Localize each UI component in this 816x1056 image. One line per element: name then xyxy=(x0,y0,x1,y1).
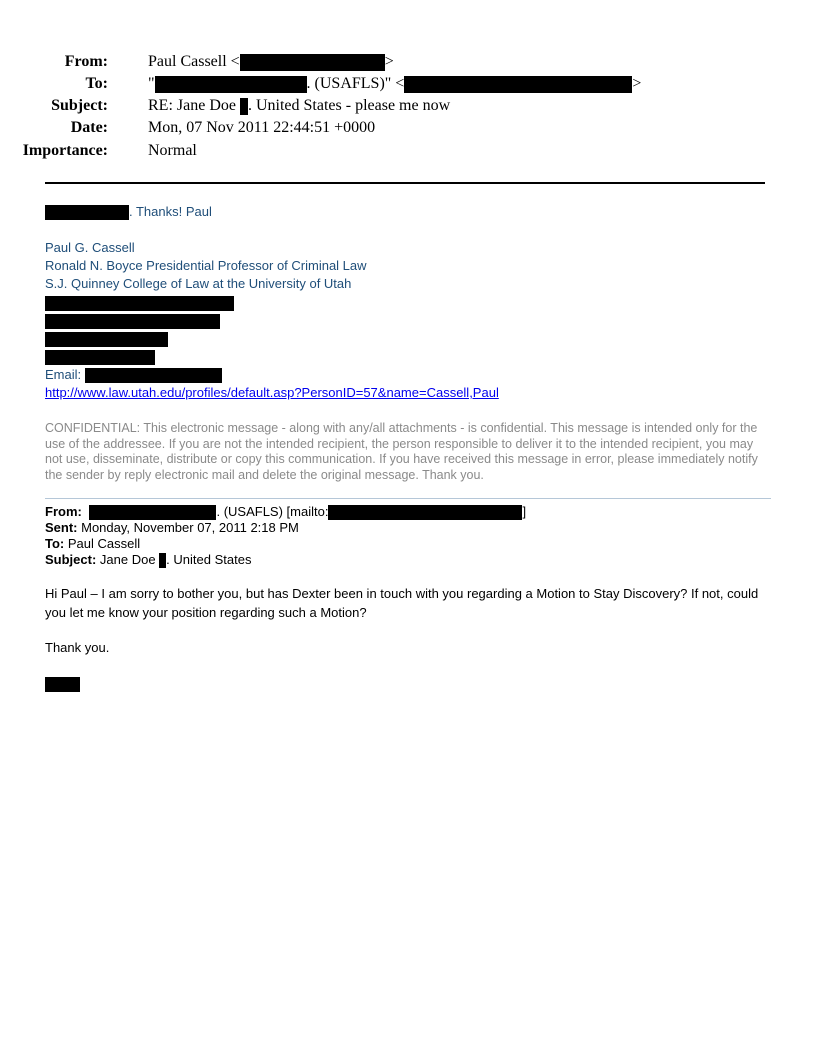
signature-school: S.J. Quinney College of Law at the University of Utah xyxy=(45,276,352,291)
from-label: From: xyxy=(64,53,108,70)
subject-label: Subject: xyxy=(51,97,108,114)
redaction-block xyxy=(89,505,216,520)
orig-from-mid: . (USAFLS) [mailto: xyxy=(216,504,329,519)
orig-to-row xyxy=(45,536,140,552)
date-label: Date: xyxy=(70,119,108,136)
header-divider xyxy=(45,182,765,184)
subject-pre: RE: Jane Doe xyxy=(148,97,240,114)
reply-greeting xyxy=(45,203,212,221)
orig-from-row xyxy=(45,504,526,520)
orig-to-label: To: xyxy=(45,536,65,551)
header-subject-row xyxy=(0,95,780,117)
profile-link[interactable]: http://www.law.utah.edu/profiles/default.asp?PersonID=57&name=Cassell,Paul xyxy=(45,385,499,400)
orig-subject-row xyxy=(45,552,251,568)
to-close: > xyxy=(632,75,642,92)
orig-sent-label: Sent: xyxy=(45,520,78,535)
profile-link-row xyxy=(45,384,499,402)
orig-subject-post: . United States xyxy=(166,552,252,567)
redaction-block xyxy=(45,332,168,347)
redaction-block xyxy=(155,76,307,93)
header-importance-row xyxy=(0,140,780,162)
redaction-block xyxy=(85,368,222,383)
signature-title: Ronald N. Boyce Presidential Professor of Criminal Law xyxy=(45,258,367,273)
importance-label: Importance: xyxy=(22,142,108,159)
to-open: " xyxy=(148,75,155,92)
orig-subject-label: Subject: xyxy=(45,552,97,567)
from-name: Paul Cassell < xyxy=(148,53,240,70)
orig-body: Hi Paul – I am sorry to bother you, but has Dexter been in touch with you regarding a Motion to Stay Discovery? If not, could you let me know your position regarding such a Motion? xyxy=(45,586,759,620)
message-separator xyxy=(45,498,771,499)
email-label: Email: xyxy=(45,367,85,382)
confidential-notice: CONFIDENTIAL: This electronic message - along with any/all attachments - is confidential. This message is intended only for the use of the addressee. If you are not the intended recipient, the person responsible to deliver it to the intended recipient, you may not use, disseminate, distribute or copy this communication. If you have received this message in error, please immediately notify the sender by reply electronic mail and delete the original message. Thank you. xyxy=(45,421,758,482)
redaction-block xyxy=(45,350,155,365)
redaction-block xyxy=(45,677,80,692)
redaction-block xyxy=(328,505,522,520)
header-to-row xyxy=(0,73,780,95)
orig-sent-value: Monday, November 07, 2011 2:18 PM xyxy=(77,520,299,535)
orig-from-close: ] xyxy=(522,504,527,519)
signature-email-row xyxy=(45,366,222,384)
redaction-block xyxy=(240,98,248,115)
header-from-row xyxy=(0,51,780,73)
signature-name: Paul G. Cassell xyxy=(45,240,135,255)
importance-value: Normal xyxy=(148,142,197,159)
redaction-block xyxy=(45,314,220,329)
reply-thanks: . Thanks! Paul xyxy=(129,204,212,219)
orig-thanks: Thank you. xyxy=(45,640,110,655)
header-date-row xyxy=(0,117,780,139)
to-mid: . (USAFLS)" < xyxy=(306,75,405,92)
orig-to-value: Paul Cassell xyxy=(64,536,141,551)
subject-post: . United States - please me now xyxy=(247,97,451,114)
orig-subject-pre: Jane Doe xyxy=(96,552,160,567)
orig-sent-row xyxy=(45,520,299,536)
redaction-block xyxy=(240,54,385,71)
from-close: > xyxy=(384,53,394,70)
orig-from-label: From: xyxy=(45,504,82,519)
redaction-block xyxy=(404,76,632,93)
date-value: Mon, 07 Nov 2011 22:44:51 +0000 xyxy=(148,119,376,136)
redaction-block xyxy=(45,296,234,311)
to-label: To: xyxy=(85,75,108,92)
redaction-block xyxy=(45,205,129,220)
